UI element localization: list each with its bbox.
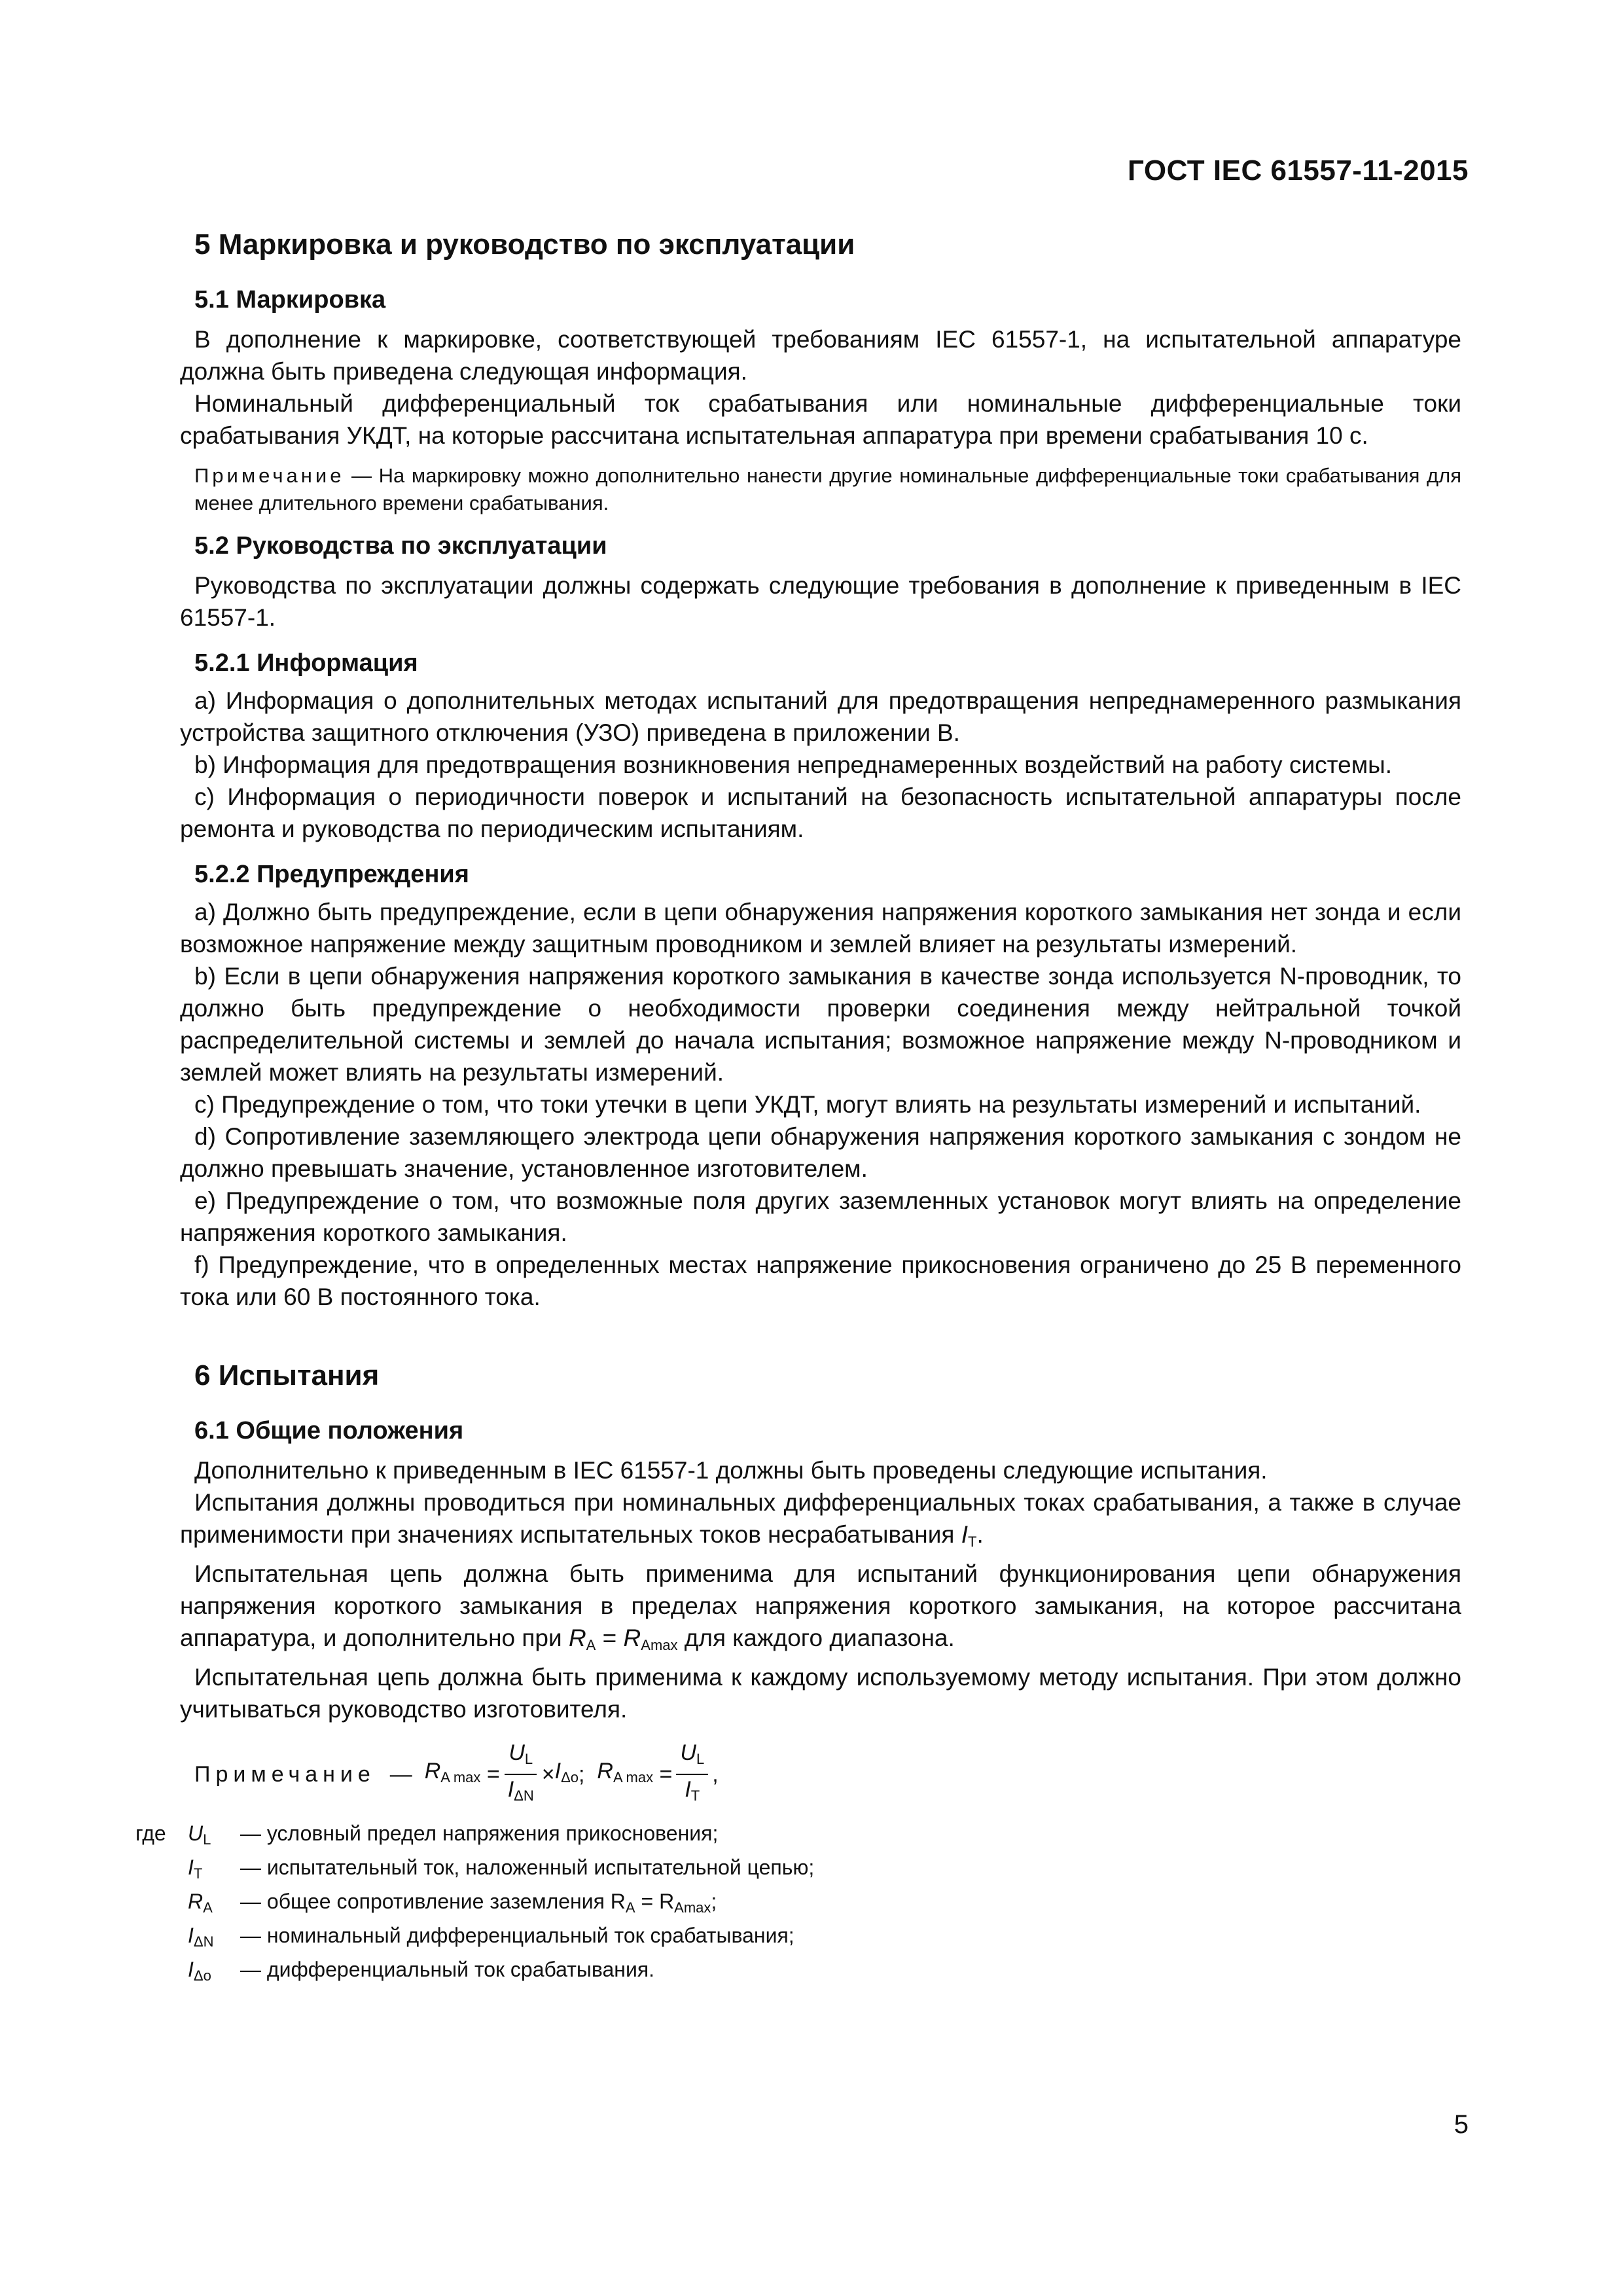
list-item: а) Должно быть предупреждение, если в цепи обнаружения напряжения короткого замыкания нет зонда и если возможное напряжение между защитным проводником и землей влияет на результаты измерений. <box>180 899 1461 958</box>
paragraph: Испытательная цепь должна быть применима для испытаний функционирования цепи обнаружения напряжения короткого замыкания в пределах напряжения короткого замыкания, на которое рассчитана аппаратура, и дополнительно при $R_A = R_{Amax}$ для каждого диапазона. <box>180 1560 1461 1653</box>
note-label: Примечание <box>194 1761 376 1787</box>
fraction: $\frac{UL}{\text{IΔN}}$ <box>504 1740 538 1809</box>
legend-row: где UL — условный предел напряжения прикосновения; <box>135 1821 719 1848</box>
note-label: Примечание <box>194 464 345 487</box>
paragraph: В дополнение к маркировке, соответствующей требованиям IEC 61557-1, на испытательной аппаратуре должна быть приведена следующая информация. <box>180 326 1461 385</box>
paragraph: Испытания должны проводиться при номинальных дифференциальных токах срабатывания, а также в случае применимости при значениях испытательных токов несрабатывания $I_T$. <box>180 1489 1461 1550</box>
legend-row: IT — испытательный ток, наложенный испытательной цепью; <box>188 1856 815 1882</box>
list-item: d) Сопротивление заземляющего электрода цепи обнаружения напряжения короткого замыкания с зондом не должно превышать значение, установленное изготовителем. <box>180 1123 1461 1182</box>
paragraph: Руководства по эксплуатации должны содержать следующие требования в дополнение к приведенным в IEC 61557-1. <box>180 572 1461 631</box>
list-item: f) Предупреждение, что в определенных местах напряжение прикосновения ограничено до 25 В переменного тока или 60 В постоянного тока. <box>180 1251 1461 1310</box>
paragraph: Дополнительно к приведенным в IEC 61557-1 должны быть проведены следующие испытания. <box>194 1457 1268 1484</box>
section-5-2-1-heading: 5.2.1 Информация <box>194 649 418 677</box>
formula-symbol: RA max <box>597 1759 654 1785</box>
list-item: b) Информация для предотвращения возникновения непреднамеренных воздействий на работу системы. <box>194 751 1393 778</box>
section-6-heading: 6 Испытания <box>194 1359 380 1391</box>
symbol-legend <box>135 1820 1461 1990</box>
section-5-2-2-heading: 5.2.2 Предупреждения <box>194 861 469 888</box>
formula-symbol: RA max <box>424 1759 481 1785</box>
paragraph: Номинальный дифференциальный ток срабатывания или номинальные дифференциальные токи срабатывания УКДТ, на которые рассчитана испытательная аппаратура при времени срабатывания 10 с. <box>180 390 1461 449</box>
document-header: ГОСТ IEC 61557-11-2015 <box>1128 154 1469 187</box>
list-item: a) Информация о дополнительных методах испытаний для предотвращения непреднамеренного размыкания устройства защитного отключения (УЗО) приведена в приложении В. <box>180 687 1461 746</box>
list-item: е) Предупреждение о том, что возможные поля других заземленных установок могут влиять на определение напряжения короткого замыкания. <box>180 1187 1461 1246</box>
section-5-1-heading: 5.1 Маркировка <box>194 286 386 314</box>
page-content <box>135 226 1461 1990</box>
legend-row: IΔN — номинальный дифференциальный ток срабатывания; <box>188 1924 794 1950</box>
formula-symbol: IΔo <box>554 1759 579 1785</box>
list-item: c) Информация о периодичности поверок и испытаний на безопасность испытательной аппаратуры после ремонта и руководства по периодическим испытаниям. <box>180 783 1461 842</box>
note-text: — На маркировку можно дополнительно нанести другие номинальные дифференциальные токи срабатывания для менее длительного времени срабатывания. <box>194 464 1461 514</box>
paragraph: Испытательная цепь должна быть применима к каждому используемому методу испытания. При этом должно учитываться руководство изготовителя. <box>180 1664 1461 1723</box>
section-6-1-heading: 6.1 Общие положения <box>194 1417 464 1444</box>
section-5-2-heading: 5.2 Руководства по эксплуатации <box>194 532 607 560</box>
note-formula: Примечание — RA max = $\frac{UL}{\text{IΔN}}$ × IΔo ; RA max = $\frac{UL}{IT}$ , <box>194 1738 1461 1810</box>
note <box>194 462 1461 517</box>
legend-row: RA — общее сопротивление заземления RA = RAmax; <box>188 1890 717 1916</box>
list-item: с) Предупреждение о том, что токи утечки в цепи УКДТ, могут влиять на результаты измерений и испытаний. <box>194 1091 1421 1118</box>
list-item: b) Если в цепи обнаружения напряжения короткого замыкания в качестве зонда используется N-проводник, то должно быть предупреждение о необходимости проверки соединения между нейтральной точкой распределительной системы и землей до начала испытания; возможное напряжение между N-проводником и землей может влиять на результаты измерений. <box>180 963 1461 1086</box>
legend-row: IΔo — дифференциальный ток срабатывания. <box>188 1958 655 1984</box>
fraction: $\frac{UL}{IT}$ <box>676 1740 708 1809</box>
section-5-heading: 5 Маркировка и руководство по эксплуатации <box>194 228 855 260</box>
page-number: 5 <box>1454 2110 1469 2139</box>
